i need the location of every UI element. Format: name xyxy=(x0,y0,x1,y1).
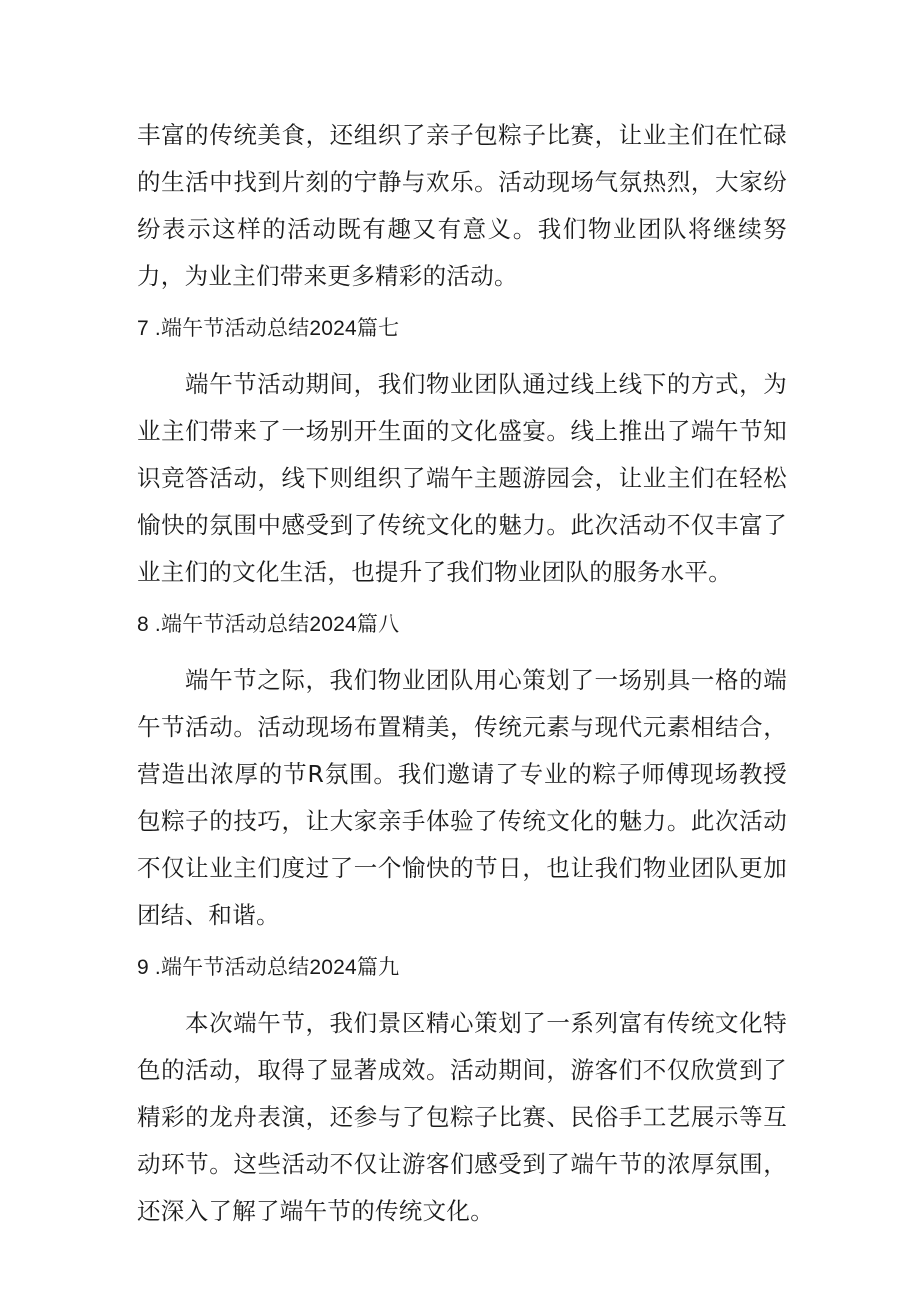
section-heading-7: 7 .端午节活动总结2024篇七 xyxy=(137,317,400,340)
section-body-9: 本次端午节，我们景区精心策划了一系列富有传统文化特色的活动，取得了显著成效。活动期间，游客们不仅欣赏到了精彩的龙舟表演，还参与了包粽子比赛、民俗手工艺展示等互动环节。这些活动不仅让游客们感受到了端午节的浓厚氛围，还深入了解了端午节的传统文化。 xyxy=(137,1009,787,1225)
document-page xyxy=(137,112,787,1235)
section-body-8: 端午节之际，我们物业团队用心策划了一场别具一格的端午节活动。活动现场布置精美，传统元素与现代元素相结合，营造出浓厚的节R氛围。我们邀请了专业的粽子师傅现场教授包粽子的技巧，让大家亲手体验了传统文化的魅力。此次活动不仅让业主们度过了一个愉快的节日，也让我们物业团队更加团结、和谐。 xyxy=(137,666,787,929)
section-body-7: 端午节活动期间，我们物业团队通过线上线下的方式，为业主们带来了一场别开生面的文化盛宴。线上推出了端午节知识竞答活动，线下则组织了端午主题游园会，让业主们在轻松愉快的氛围中感受到了传统文化的魅力。此次活动不仅丰富了业主们的文化生活，也提升了我们物业团队的服务水平。 xyxy=(137,370,787,586)
section-heading-8: 8 .端午节活动总结2024篇八 xyxy=(137,613,400,636)
section-heading-9: 9 .端午节活动总结2024篇九 xyxy=(137,956,400,979)
intro-paragraph: 丰富的传统美食，还组织了亲子包粽子比赛，让业主们在忙碌的生活中找到片刻的宁静与欢乐。活动现场气氛热烈，大家纷纷表示这样的活动既有趣又有意义。我们物业团队将继续努力，为业主们带来更多精彩的活动。 xyxy=(137,121,787,290)
